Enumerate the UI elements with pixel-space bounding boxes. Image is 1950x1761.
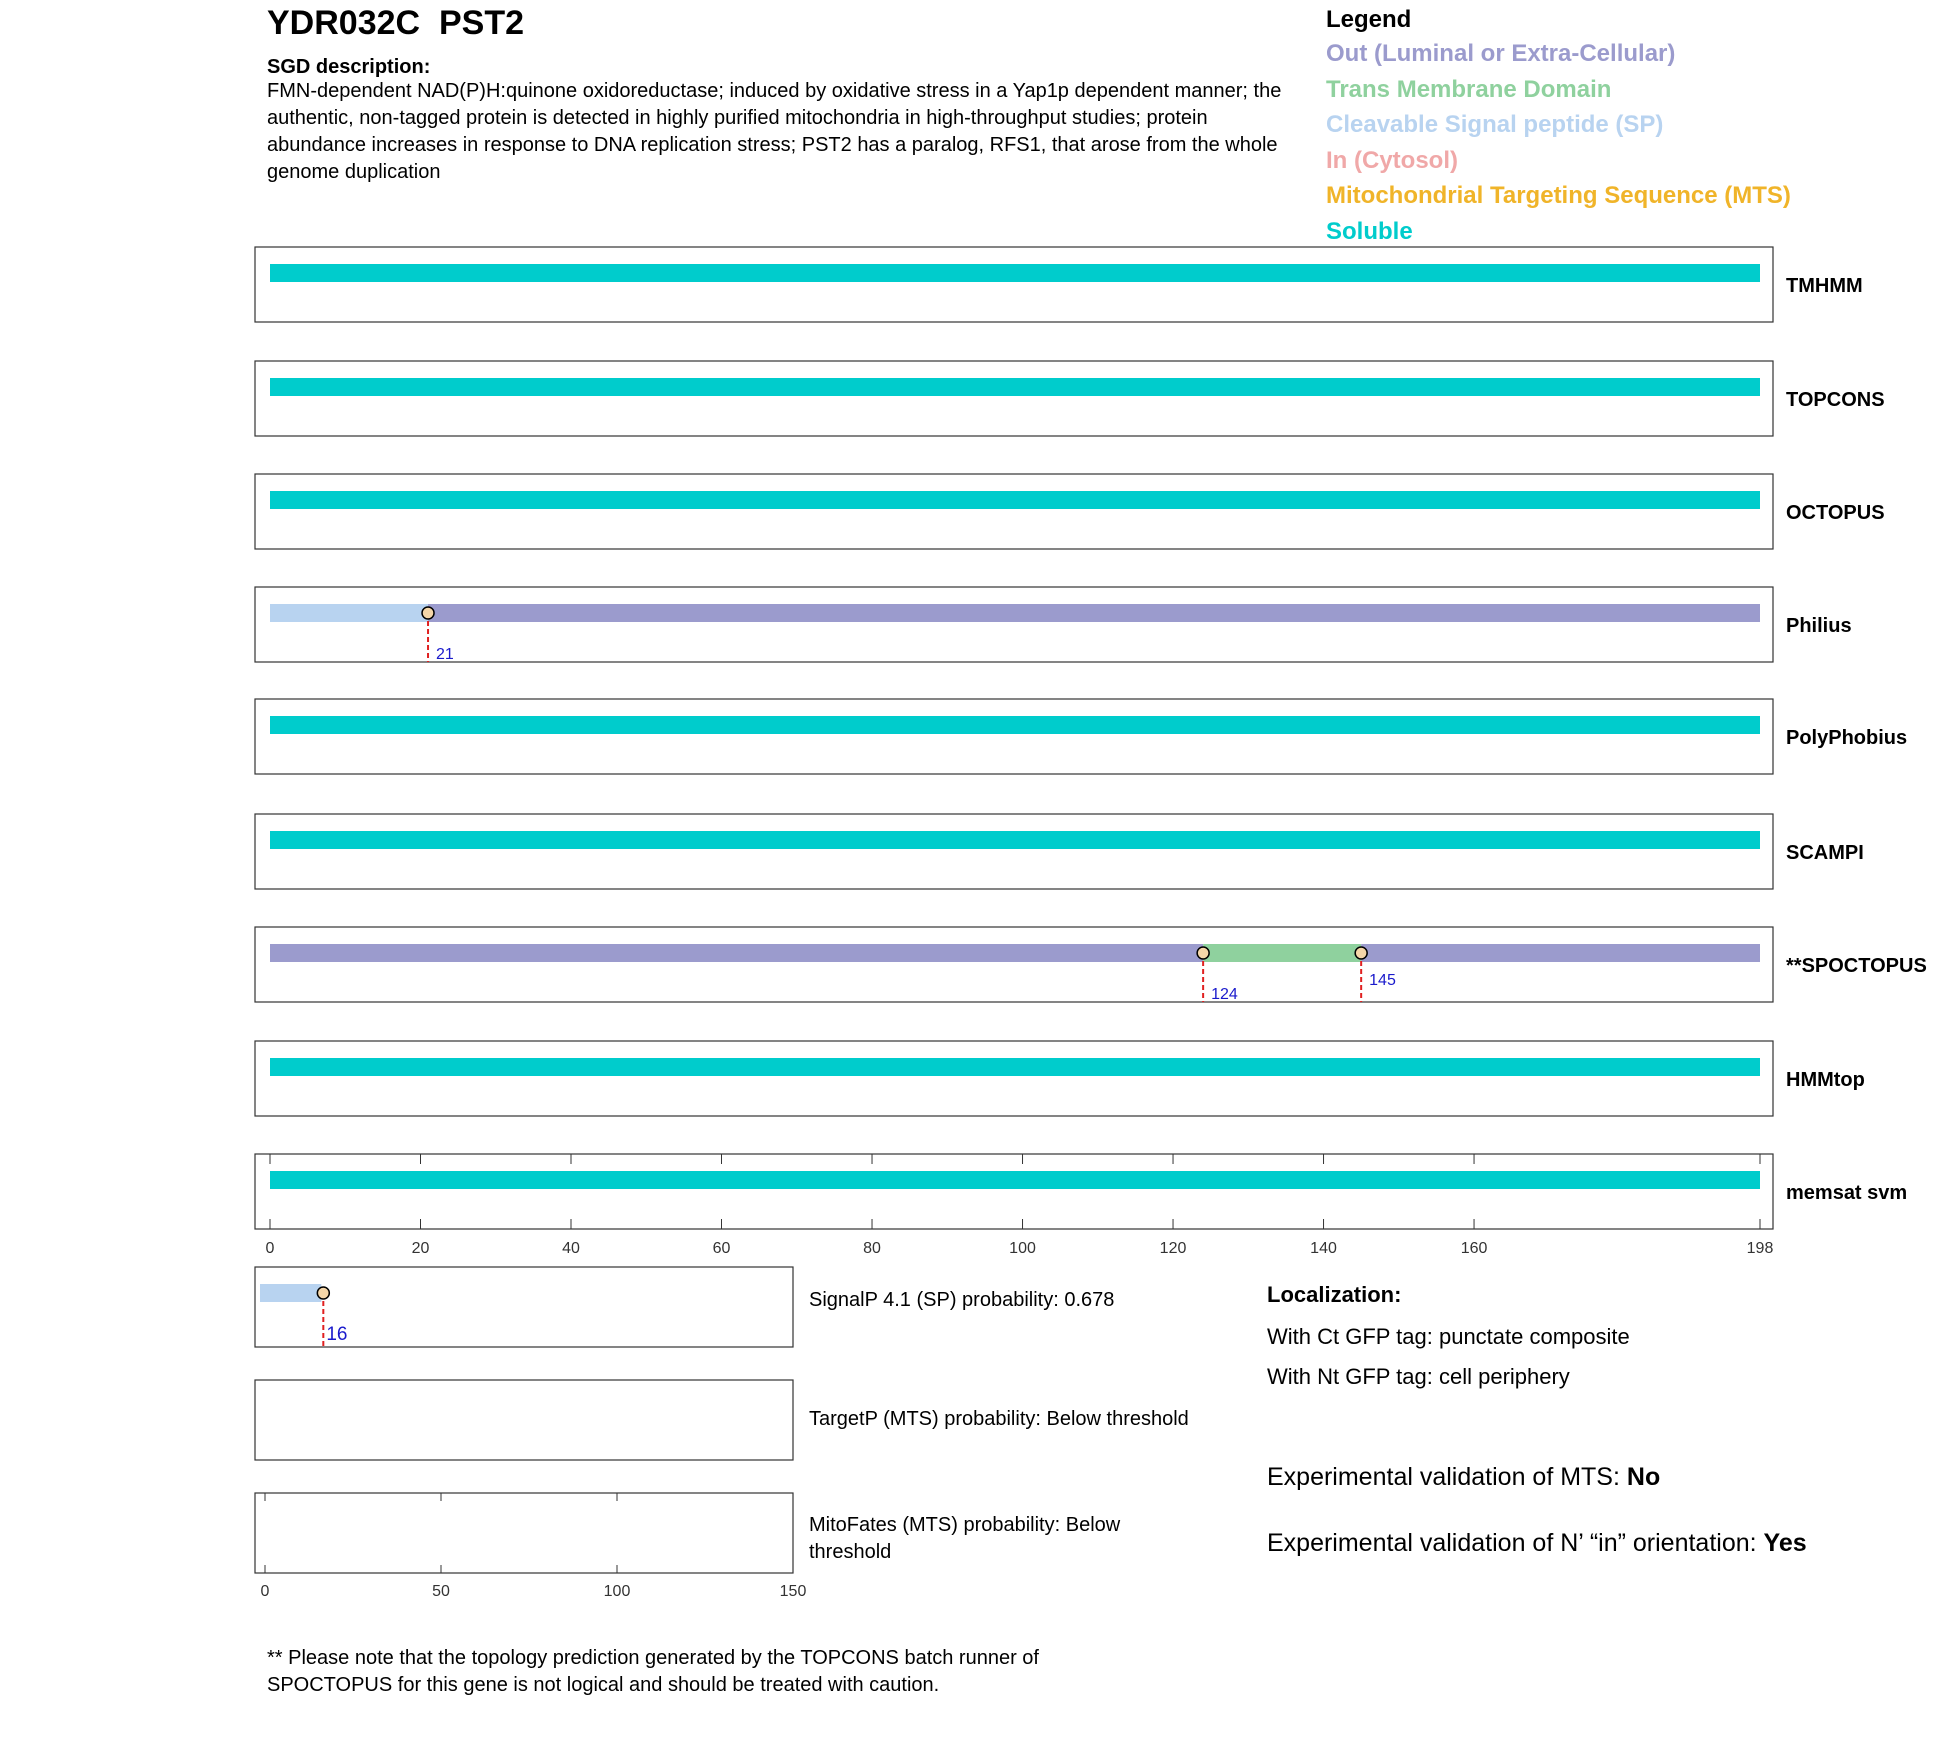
legend-item: Mitochondrial Targeting Sequence (MTS) <box>1326 182 1791 209</box>
marker-label: 21 <box>436 646 454 663</box>
axis-tick-label: 140 <box>1310 1240 1337 1257</box>
track-segment <box>270 1058 1760 1076</box>
track-box <box>255 1154 1773 1229</box>
axis-tick-label: 20 <box>411 1240 430 1257</box>
track-box <box>255 699 1773 774</box>
localization-ct: With Ct GFP tag: punctate composite <box>1267 1324 1630 1349</box>
track-label: **SPOCTOPUS <box>1786 955 1927 977</box>
axis-tick-label: 80 <box>863 1240 881 1257</box>
footnote: ** Please note that the topology prediction generated by the TOPCONS batch runner of SPOCTOPUS for this gene is not logical and should be treated with caution. <box>267 1647 1039 1696</box>
marker-circle <box>1197 947 1209 959</box>
predictor-label: SignalP 4.1 (SP) probability: 0.678 <box>809 1289 1115 1311</box>
predictor-axis-label: 0 <box>260 1583 270 1600</box>
legend-title: Legend <box>1326 6 1412 33</box>
track-segment <box>270 716 1760 734</box>
localization-panel <box>1267 1282 1630 1389</box>
predictor-axis-label: 100 <box>603 1583 631 1600</box>
localization-nt: With Nt GFP tag: cell periphery <box>1267 1364 1570 1389</box>
axis-tick-label: 198 <box>1746 1240 1774 1257</box>
localization-heading: Localization: <box>1267 1282 1402 1307</box>
axis-tick-label: 160 <box>1460 1240 1488 1257</box>
axis-tick-label: 120 <box>1159 1240 1187 1257</box>
track-segment <box>270 1171 1760 1189</box>
track-segment <box>1203 944 1361 962</box>
track-segment <box>270 264 1760 282</box>
predictor-marker-label: 16 <box>326 1324 348 1345</box>
track-box <box>255 814 1773 889</box>
track-segment <box>270 491 1760 509</box>
track-segment <box>270 944 1203 962</box>
predictor-label: TargetP (MTS) probability: Below threshold <box>809 1408 1189 1430</box>
track-box <box>255 1041 1773 1116</box>
predictor-box <box>255 1493 793 1573</box>
track-segment <box>1361 944 1760 962</box>
validation-mts-value: No <box>1626 1463 1661 1491</box>
legend-item: Out (Luminal or Extra-Cellular) <box>1326 40 1676 67</box>
legend-item: Soluble <box>1326 217 1413 245</box>
axis-tick-label: 100 <box>1009 1240 1036 1257</box>
predictor-label: MitoFates (MTS) probability: Below threshold <box>809 1514 1121 1563</box>
track-label: PolyPhobius <box>1786 727 1908 749</box>
track-label: OCTOPUS <box>1786 502 1885 524</box>
track-box <box>255 474 1773 549</box>
predictor-marker-circle <box>317 1287 329 1299</box>
axis-tick-label: 40 <box>562 1240 580 1257</box>
track-segment <box>270 831 1760 849</box>
sgd-description-heading: SGD description: <box>267 56 431 78</box>
marker-label: 145 <box>1369 972 1396 989</box>
track-box <box>255 927 1773 1002</box>
validation-orientation-value: Yes <box>1763 1529 1807 1557</box>
track-box <box>255 587 1773 662</box>
track-segment <box>270 378 1760 396</box>
track-label: TMHMM <box>1786 275 1863 297</box>
axis-tick-label: 0 <box>265 1240 275 1257</box>
track-box <box>255 361 1773 436</box>
track-segment <box>428 604 1760 622</box>
predictor-axis-label: 50 <box>432 1583 450 1600</box>
legend-item: Trans Membrane Domain <box>1326 75 1612 103</box>
sgd-description-text: FMN-dependent NAD(P)H:quinone oxidoreductase; induced by oxidative stress in a Yap1p dependent manner; the authentic, non-tagged protein is detected in highly purified mitochondria in high-throughput studies; protein abundance increases in response to DNA replication stress; PST2 has a paralog, RFS1, that arose from the whole genome duplication <box>267 80 1282 183</box>
legend-item: In (Cytosol) <box>1326 146 1458 174</box>
track-segment <box>270 604 428 622</box>
gene-title: YDR032C PST2 <box>267 4 524 42</box>
track-box <box>255 247 1773 322</box>
legend-item: Cleavable Signal peptide (SP) <box>1326 111 1664 138</box>
track-label: SCAMPI <box>1786 842 1864 864</box>
predictor-segment <box>260 1284 321 1302</box>
validation-mts-label: Experimental validation of MTS: <box>1267 1463 1627 1491</box>
track-label: TOPCONS <box>1786 389 1885 411</box>
validation-orientation <box>1267 1529 1807 1558</box>
predictor-axis-label: 150 <box>779 1583 807 1600</box>
axis-tick-label: 60 <box>712 1240 731 1257</box>
track-label: HMMtop <box>1786 1069 1865 1091</box>
marker-circle <box>422 607 434 619</box>
validation-orientation-label: Experimental validation of N’ “in” orientation: <box>1267 1529 1764 1557</box>
validation-mts <box>1267 1463 1660 1492</box>
track-label: Philius <box>1786 615 1852 637</box>
marker-label: 124 <box>1211 986 1238 1003</box>
track-label: memsat svm <box>1786 1182 1908 1204</box>
predictor-box <box>255 1380 793 1460</box>
marker-circle <box>1355 947 1367 959</box>
